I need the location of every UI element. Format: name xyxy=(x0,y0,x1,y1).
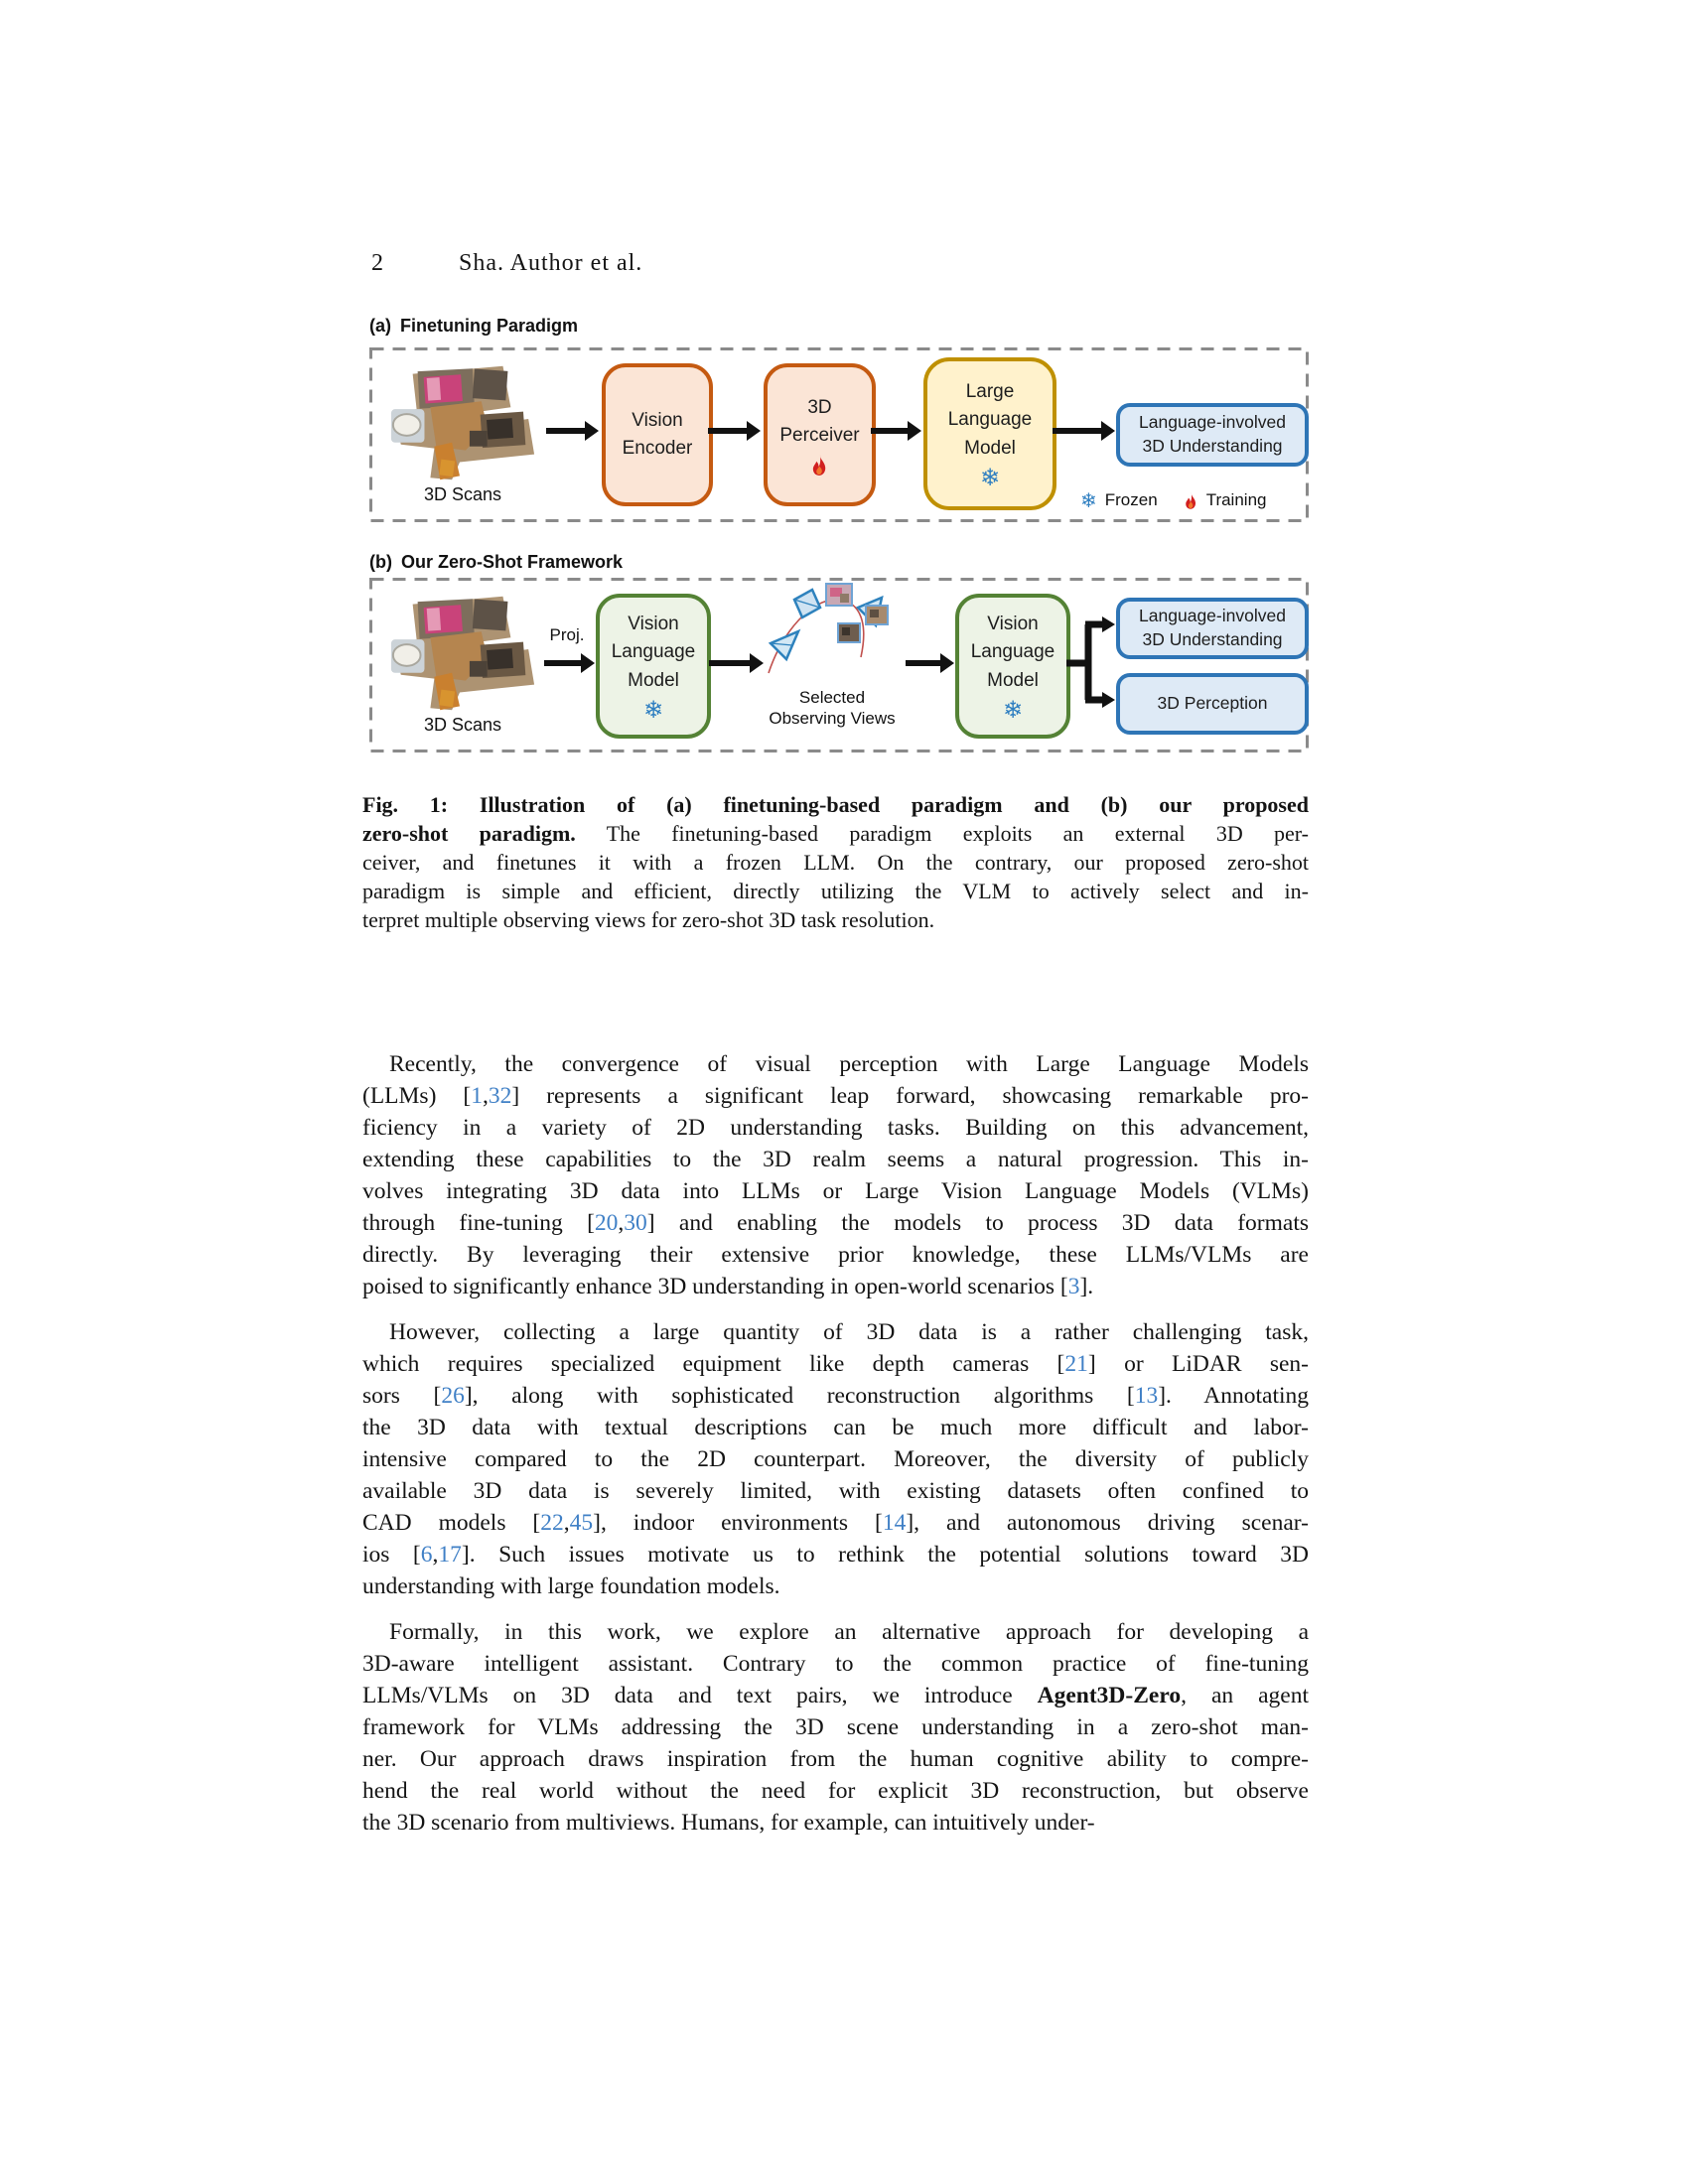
flow-arrow xyxy=(546,428,586,434)
panel-a-tag: (a) xyxy=(369,316,391,336)
box-label: Perceiver xyxy=(779,425,860,446)
box-label: Model xyxy=(628,669,679,691)
citation-link[interactable]: 3 xyxy=(1067,1274,1080,1299)
citation-link[interactable]: 1 xyxy=(471,1083,483,1109)
text-line: terpret multiple observing views for zero-shot 3D task resolution. xyxy=(362,907,935,932)
text-line: Recently, the convergence of visual perception with Large Language Models xyxy=(389,1051,1309,1077)
citation-link[interactable]: 17 xyxy=(438,1542,462,1568)
flow-arrow xyxy=(544,660,582,666)
text-line: sors [26], along with sophisticated reconstruction algorithms [13]. Annotating xyxy=(362,1383,1309,1409)
text-line: ner. Our approach draws inspiration from the human cognitive ability to compre- xyxy=(362,1746,1309,1772)
box-label: Language-involved xyxy=(1139,412,1286,433)
3d-perception-box xyxy=(1116,673,1309,735)
text-line: extending these capabilities to the 3D realm seems a natural progression. This in- xyxy=(362,1147,1309,1172)
text-line: Fig. 1: Illustration of (a) finetuning-based paradigm and (b) our proposed xyxy=(362,792,1309,817)
box-label: Vision xyxy=(632,409,683,431)
text-line: 3D-aware intelligent assistant. Contrary to the common practice of fine-tuning xyxy=(362,1651,1309,1677)
flow-arrow xyxy=(708,428,748,434)
views-caption-line: Observing Views xyxy=(769,709,896,728)
panel-a-title: Finetuning Paradigm xyxy=(400,316,579,336)
language-3d-understanding-box xyxy=(1116,598,1309,659)
box-label: 3D Perception xyxy=(1157,693,1268,714)
flow-arrow xyxy=(1053,428,1102,434)
panel-a-diagram xyxy=(369,347,1309,522)
box-label: 3D Understanding xyxy=(1142,629,1283,649)
citation-link[interactable]: 6 xyxy=(420,1542,433,1568)
text-line: ios [6,17]. Such issues motivate us to rethink the potential solutions toward 3D xyxy=(362,1542,1310,1568)
figure-legend xyxy=(1080,490,1266,510)
box-label: Language xyxy=(947,409,1033,431)
text-line: zero-shot paradigm. The finetuning-based paradigm exploits an external 3D per- xyxy=(362,821,1309,846)
body-paragraph-2 xyxy=(362,1316,1309,1602)
text-line: hend the real world without the need for explicit 3D reconstruction, but observe xyxy=(362,1778,1309,1804)
snowflake-icon: ❄ xyxy=(1080,488,1097,512)
box-label: 3D xyxy=(807,396,832,418)
text-line: ceiver, and finetunes it with a frozen LLM. On the contrary, our proposed zero-shot xyxy=(362,850,1309,875)
3d-scan-thumbnail xyxy=(383,361,540,482)
box-label: Large xyxy=(965,380,1015,402)
vision-language-model-box-2 xyxy=(955,594,1070,739)
snowflake-icon: ❄ xyxy=(642,696,664,725)
panel-b-label xyxy=(369,552,623,573)
citation-link[interactable]: 26 xyxy=(441,1383,465,1409)
3d-perceiver-box xyxy=(764,363,876,506)
box-label: Model xyxy=(987,669,1039,691)
text-line: paradigm is simple and efficient, directly utilizing the VLM to actively select and in- xyxy=(362,879,1309,903)
text-line: the 3D scenario from multiviews. Humans, for example, can intuitively under- xyxy=(362,1810,1095,1836)
body-paragraph-1 xyxy=(362,1048,1309,1302)
citation-link[interactable]: 20 xyxy=(594,1210,619,1236)
panel-b-tag: (b) xyxy=(369,552,392,572)
citation-link[interactable]: 32 xyxy=(488,1083,512,1109)
box-label: Language xyxy=(611,641,696,663)
body-paragraph-3 xyxy=(362,1616,1309,1839)
branch-connector xyxy=(1066,608,1116,737)
projection-label: Proj. xyxy=(549,625,585,644)
box-label: Encoder xyxy=(622,438,693,459)
box-label: Language-involved xyxy=(1139,606,1286,626)
text-line: understanding with large foundation models. xyxy=(362,1573,780,1599)
box-label: Vision xyxy=(628,613,679,634)
text-line: ficiency in a variety of 2D understanding tasks. Building on this advancement, xyxy=(362,1115,1309,1141)
figure-caption xyxy=(362,790,1309,934)
language-3d-understanding-box xyxy=(1116,403,1309,467)
views-caption-line: Selected xyxy=(798,688,866,707)
text-line: CAD models [22,45], indoor environments [14], and autonomous driving scenar- xyxy=(362,1510,1309,1536)
text-line: However, collecting a large quantity of 3D data is a rather challenging task, xyxy=(389,1319,1309,1345)
scan-caption: 3D Scans xyxy=(423,484,502,504)
text-line: poised to significantly enhance 3D understanding in open-world scenarios [3]. xyxy=(362,1274,1094,1299)
fire-icon xyxy=(1184,491,1198,510)
text-line: directly. By leveraging their extensive prior knowledge, these LLMs/VLMs are xyxy=(362,1242,1309,1268)
3d-scan-thumbnail xyxy=(383,592,540,713)
box-label: Language xyxy=(970,641,1055,663)
flow-arrow xyxy=(871,428,909,434)
citation-link[interactable]: 45 xyxy=(569,1510,594,1536)
text-line: available 3D data is severely limited, with existing datasets often confined to xyxy=(362,1478,1309,1504)
panel-b-diagram xyxy=(369,578,1309,752)
box-label: Vision xyxy=(987,613,1039,634)
panel-b-title: Our Zero-Shot Framework xyxy=(400,552,624,572)
legend-training-label: Training xyxy=(1205,490,1267,509)
citation-link[interactable]: 21 xyxy=(1064,1351,1088,1377)
box-label: Model xyxy=(964,437,1016,459)
text-line: which requires specialized equipment like depth cameras [21] or LiDAR sen- xyxy=(362,1351,1309,1377)
vision-language-model-box-1 xyxy=(596,594,711,739)
text-line: LLMs/VLMs on 3D data and text pairs, we introduce Agent3D-Zero, an agent xyxy=(362,1683,1309,1708)
text-line: volves integrating 3D data into LLMs or Large Vision Language Models (VLMs) xyxy=(362,1178,1309,1204)
text-line: the 3D data with textual descriptions can be much more difficult and labor- xyxy=(362,1415,1309,1440)
running-author: Sha. Author et al. xyxy=(459,250,643,276)
flow-arrow xyxy=(906,660,941,666)
citation-link[interactable]: 13 xyxy=(1134,1383,1159,1409)
snowflake-icon: ❄ xyxy=(1002,696,1024,725)
text-line: Formally, in this work, we explore an alternative approach for developing a xyxy=(389,1619,1309,1645)
text-line: intensive compared to the 2D counterpart. Moreover, the diversity of publicly xyxy=(362,1446,1309,1472)
flow-arrow xyxy=(709,660,751,666)
page-number: 2 xyxy=(371,250,383,276)
snowflake-icon: ❄ xyxy=(979,464,1001,492)
text-line: framework for VLMs addressing the 3D scene understanding in a zero-shot man- xyxy=(362,1714,1309,1740)
vision-encoder-box xyxy=(602,363,713,506)
citation-link[interactable]: 30 xyxy=(624,1210,647,1236)
text-line: through fine-tuning [20,30] and enabling the models to process 3D data formats xyxy=(362,1210,1309,1236)
citation-link[interactable]: 14 xyxy=(882,1510,907,1536)
views-caption xyxy=(733,687,931,729)
large-language-model-box xyxy=(923,357,1056,510)
panel-a-label xyxy=(369,316,578,337)
box-label: 3D Understanding xyxy=(1142,436,1283,456)
scan-caption: 3D Scans xyxy=(423,715,502,735)
fire-icon xyxy=(810,454,829,477)
text-line: (LLMs) [1,32] represents a significant leap forward, showcasing remarkable pro- xyxy=(362,1083,1309,1109)
legend-frozen-label: Frozen xyxy=(1104,490,1158,509)
citation-link[interactable]: 22 xyxy=(540,1510,564,1536)
observing-views-sketch xyxy=(763,582,902,685)
